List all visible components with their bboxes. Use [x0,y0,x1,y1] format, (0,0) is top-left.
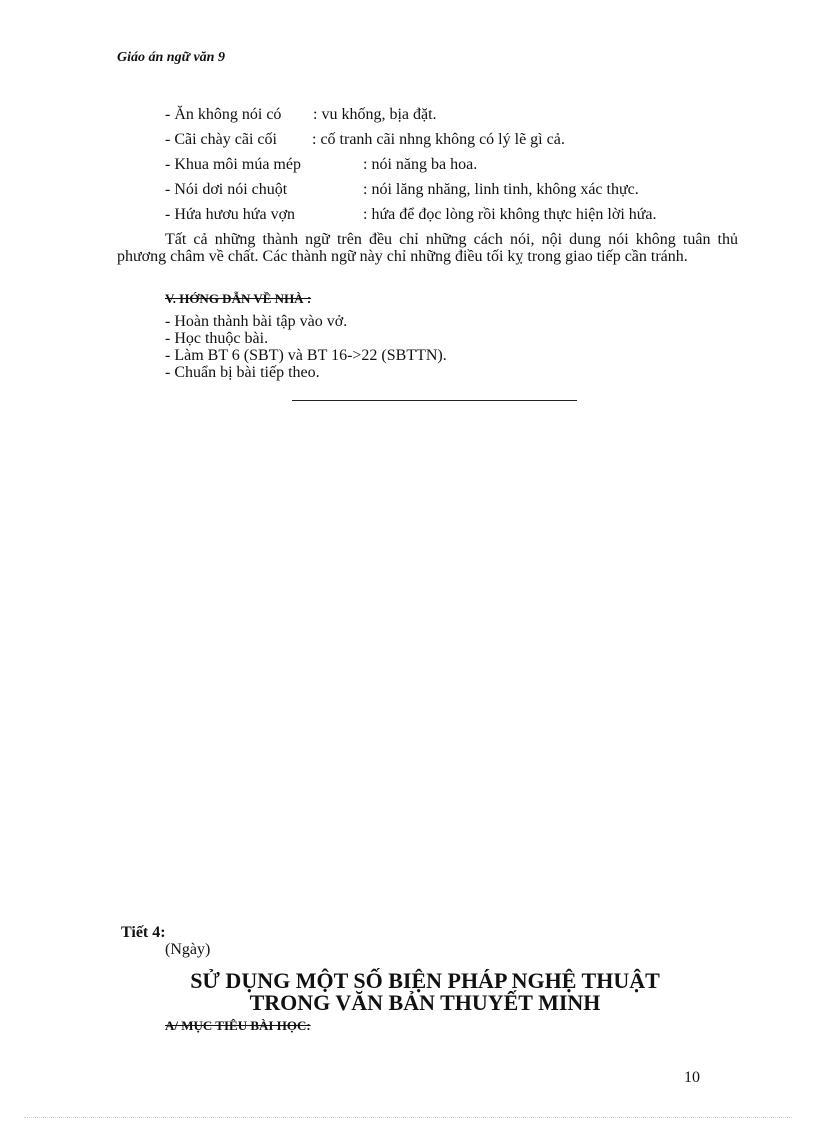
idiom-term: - Khua môi múa mép [165,156,301,173]
idiom-term: - Nói dơi nói chuột [165,181,288,198]
idiom-row [165,155,478,175]
idiom-definition: : hứa để đọc lòng rồi không thực hiện lời hứa. [363,206,657,223]
footer-border [24,1117,792,1118]
lesson-title-line-2: TRONG VĂN BẢN THUYẾT MINH [249,990,601,1015]
idiom-term: - Ăn không nói có [165,106,282,123]
lesson-title-line-1: SỬ DỤNG MỘT SỐ BIỆN PHÁP NGHỆ THUẬT [190,968,660,993]
idiom-term: - Hứa hươu hứa vợn [165,206,296,223]
homework-item: - Học thuộc bài. [165,330,269,347]
summary-paragraph: Tất cả những thành ngữ trên đều chỉ những cách nói, nội dung nói không tuân thủ phương châm về chất. Các thành ngữ này chỉ những điều tối kỵ trong giao tiếp cần tránh. [117,231,738,265]
page-number: 10 [684,1069,700,1086]
idiom-row [165,105,437,125]
idiom-term: - Cãi chày cãi cối [165,131,277,148]
idiom-definition: : cố tranh cãi nhng không có lý lẽ gì cả. [312,131,565,148]
idiom-row [165,205,657,225]
homework-heading: V. HỚNG DẪN VỀ NHÀ : [165,291,312,306]
idiom-definition: : vu khống, bịa đặt. [313,106,437,123]
lesson-number: Tiết 4: [121,924,166,941]
idiom-definition: : nói năng ba hoa. [363,156,478,173]
section-divider [292,400,577,401]
homework-item: - Làm BT 6 (SBT) và BT 16->22 (SBTTN). [165,347,447,364]
lesson-date: (Ngày) [165,941,211,958]
idiom-definition: : nói lăng nhăng, linh tinh, không xác thực. [363,181,639,198]
idiom-row [165,130,565,150]
document-header: Giáo án ngữ văn 9 [117,50,225,65]
objectives-heading: A/ MỤC TIÊU BÀI HỌC: [165,1018,311,1033]
homework-item: - Chuẩn bị bài tiếp theo. [165,364,320,381]
homework-item: - Hoàn thành bài tập vào vở. [165,313,348,330]
idiom-row [165,180,639,200]
